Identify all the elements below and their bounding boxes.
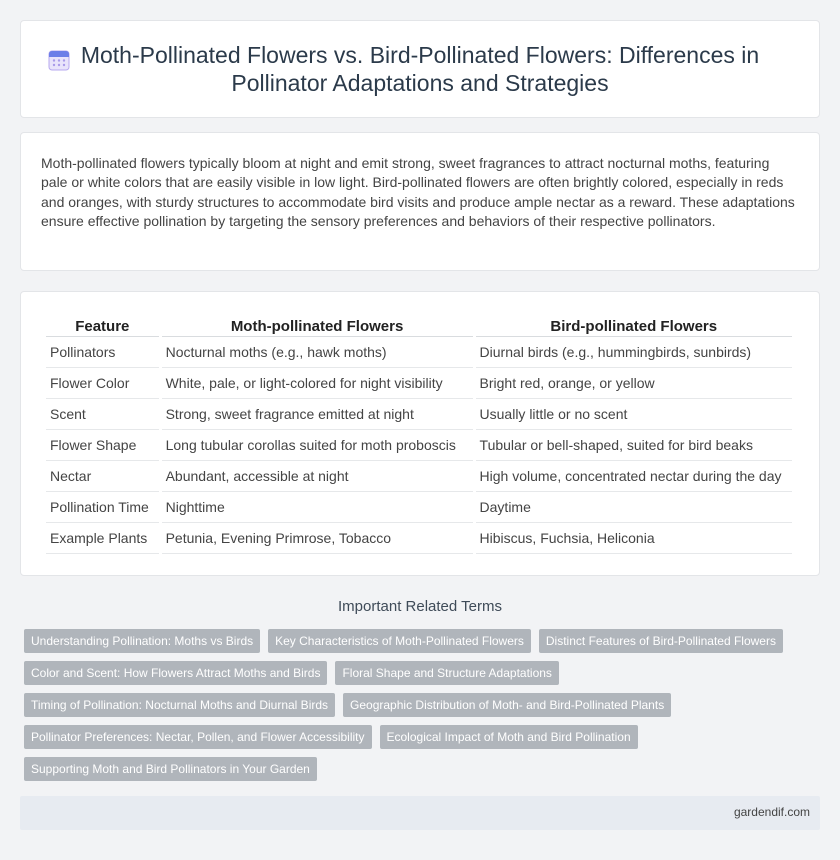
table-row [46, 492, 792, 523]
footer [20, 796, 820, 830]
table-cell: Nectar [46, 461, 159, 492]
table-cell: Usually little or no scent [476, 399, 792, 430]
related-term-tag[interactable]: Color and Scent: How Flowers Attract Moths and Birds [24, 661, 327, 685]
table-row [46, 461, 792, 492]
related-term-tag[interactable]: Pollinator Preferences: Nectar, Pollen, and Flower Accessibility [24, 725, 372, 749]
header-feature: Feature [46, 313, 159, 337]
comparison-table-card [20, 291, 820, 576]
related-term-tag[interactable]: Understanding Pollination: Moths vs Birds [24, 629, 260, 653]
related-term-tag[interactable]: Timing of Pollination: Nocturnal Moths and Diurnal Birds [24, 693, 335, 717]
table-cell: Example Plants [46, 523, 159, 554]
table-cell: Strong, sweet fragrance emitted at night [162, 399, 473, 430]
table-cell: Pollinators [46, 337, 159, 368]
table-cell: Long tubular corollas suited for moth proboscis [162, 430, 473, 461]
table-header-row [46, 313, 792, 337]
table-cell: Petunia, Evening Primrose, Tobacco [162, 523, 473, 554]
related-term-tag[interactable]: Geographic Distribution of Moth- and Bird-Pollinated Plants [343, 693, 671, 717]
table-row [46, 368, 792, 399]
comparison-table [43, 313, 795, 554]
table-cell: Diurnal birds (e.g., hummingbirds, sunbirds) [476, 337, 792, 368]
table-cell: Tubular or bell-shaped, suited for bird beaks [476, 430, 792, 461]
related-term-tag[interactable]: Key Characteristics of Moth-Pollinated Flowers [268, 629, 531, 653]
table-cell: Nocturnal moths (e.g., hawk moths) [162, 337, 473, 368]
header-moth: Moth-pollinated Flowers [162, 313, 473, 337]
intro-paragraph: Moth-pollinated flowers typically bloom at night and emit strong, sweet fragrances to attract nocturnal moths, featuring pale or white colors that are easily visible in low light. Bird-pollinated flowers are often brightly colored, especially in reds and oranges, with sturdy structures to accommodate bird visits and produce ample nectar as a reward. These adaptations ensure effective pollination by targeting the sensory preferences and behaviors of their respective pollinators. [41, 155, 795, 230]
title-card [20, 20, 820, 118]
table-row [46, 523, 792, 554]
table-cell: Hibiscus, Fuchsia, Heliconia [476, 523, 792, 554]
related-term-tag[interactable]: Floral Shape and Structure Adaptations [335, 661, 558, 685]
table-row [46, 337, 792, 368]
related-term-tag[interactable]: Distinct Features of Bird-Pollinated Flowers [539, 629, 783, 653]
related-terms-list [24, 629, 804, 781]
table-cell: Flower Color [46, 368, 159, 399]
table-cell: Pollination Time [46, 492, 159, 523]
table-cell: Bright red, orange, or yellow [476, 368, 792, 399]
table-cell: Abundant, accessible at night [162, 461, 473, 492]
related-terms-title: Important Related Terms [338, 598, 502, 615]
table-cell: Nighttime [162, 492, 473, 523]
related-term-tag[interactable]: Ecological Impact of Moth and Bird Pollination [380, 725, 638, 749]
table-cell: Scent [46, 399, 159, 430]
table-cell: High volume, concentrated nectar during the day [476, 461, 792, 492]
table-row [46, 430, 792, 461]
header-bird: Bird-pollinated Flowers [476, 313, 792, 337]
intro-card [20, 132, 820, 271]
table-cell: Daytime [476, 492, 792, 523]
table-cell: White, pale, or light-colored for night visibility [162, 368, 473, 399]
related-term-tag[interactable]: Supporting Moth and Bird Pollinators in Your Garden [24, 757, 317, 781]
footer-site-link[interactable]: gardendif.com [733, 805, 810, 819]
table-row [46, 399, 792, 430]
page-title: Moth-Pollinated Flowers vs. Bird-Pollinated Flowers: Differences in Pollinator Adaptations and Strategies [80, 42, 760, 96]
table-cell: Flower Shape [46, 430, 159, 461]
